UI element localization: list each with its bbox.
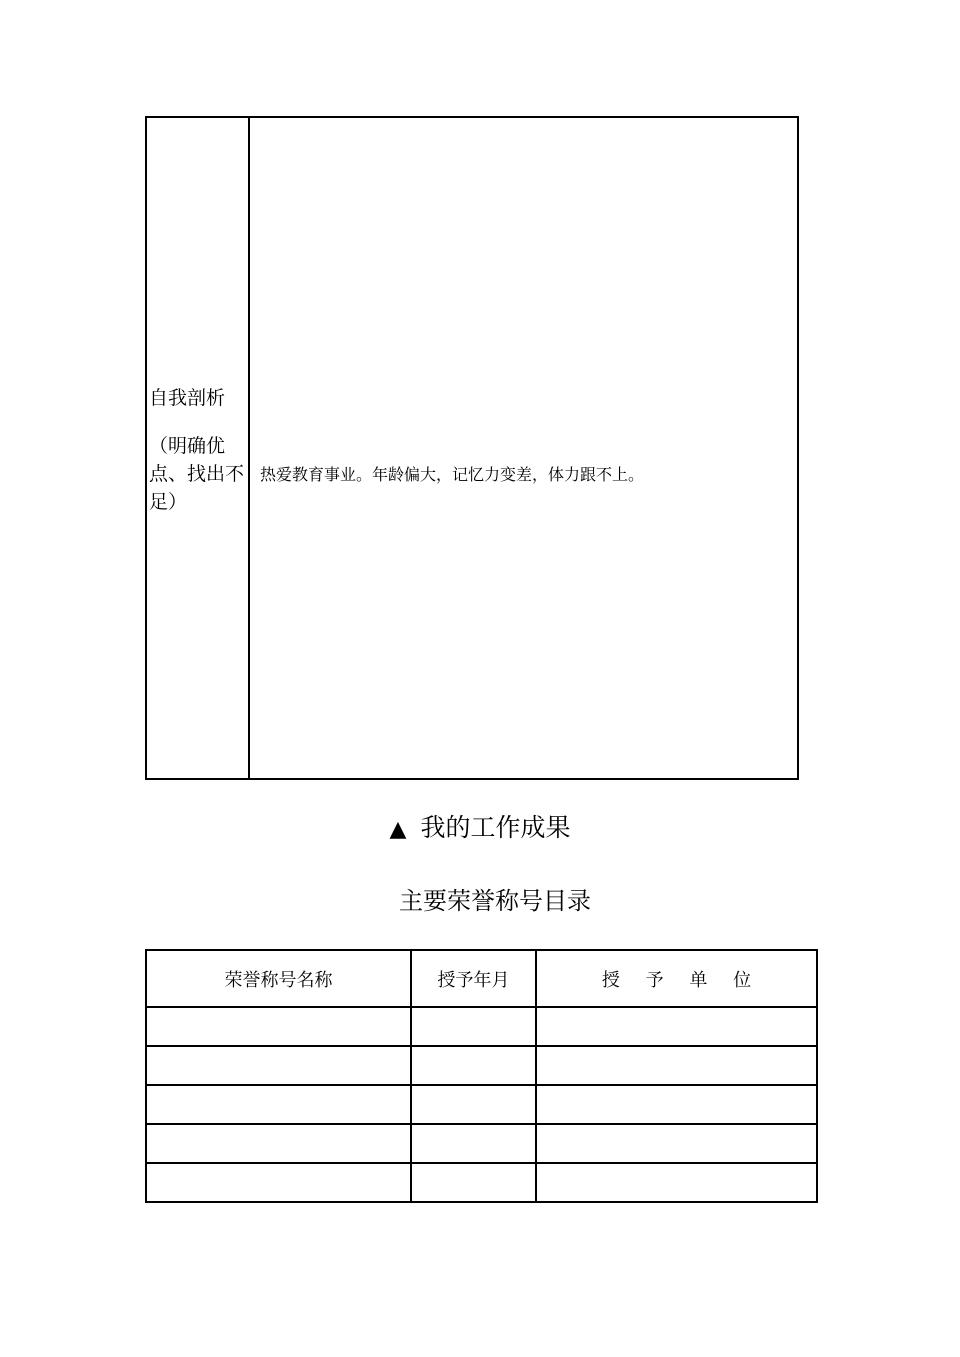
- column-header-award-date: 授予年月: [411, 950, 536, 1007]
- column-header-honor-name: 荣誉称号名称: [146, 950, 411, 1007]
- column-header-award-org-label: 授 予 单 位: [601, 969, 762, 991]
- work-results-heading: [0, 810, 960, 848]
- table-row: [146, 1046, 817, 1085]
- award-org-cell[interactable]: [536, 1124, 817, 1163]
- table-row: [146, 1007, 817, 1046]
- honor-name-cell[interactable]: [146, 1163, 411, 1202]
- triangle-up-icon: ▲: [389, 817, 407, 842]
- work-results-title: 我的工作成果: [420, 813, 571, 842]
- self-analysis-content-cell[interactable]: [250, 118, 797, 778]
- honors-title: 主要荣誉称号目录: [399, 887, 591, 915]
- honor-name-cell[interactable]: [146, 1124, 411, 1163]
- honors-header-row: [146, 950, 817, 1007]
- award-date-cell[interactable]: [411, 1163, 536, 1202]
- table-row: [146, 1085, 817, 1124]
- self-analysis-box: [145, 116, 799, 780]
- honor-name-cell[interactable]: [146, 1085, 411, 1124]
- honor-name-cell[interactable]: [146, 1007, 411, 1046]
- column-header-award-org: [536, 950, 817, 1007]
- award-date-cell[interactable]: [411, 1007, 536, 1046]
- self-analysis-label-cell: [147, 118, 250, 778]
- self-analysis-subtitle: （明确优点、找出不足）: [149, 435, 245, 513]
- award-org-cell[interactable]: [536, 1046, 817, 1085]
- award-date-cell[interactable]: [411, 1046, 536, 1085]
- award-date-cell[interactable]: [411, 1124, 536, 1163]
- honors-table: [145, 949, 818, 1203]
- table-row: [146, 1124, 817, 1163]
- award-org-cell[interactable]: [536, 1085, 817, 1124]
- award-date-cell[interactable]: [411, 1085, 536, 1124]
- self-analysis-title: 自我剖析: [149, 387, 226, 409]
- self-analysis-content: 热爱教育事业。年龄偏大，记忆力变差，体力跟不上。: [260, 465, 645, 484]
- award-org-cell[interactable]: [536, 1007, 817, 1046]
- honor-name-cell[interactable]: [146, 1046, 411, 1085]
- table-row: [146, 1163, 817, 1202]
- award-org-cell[interactable]: [536, 1163, 817, 1202]
- self-analysis-label: [149, 384, 247, 516]
